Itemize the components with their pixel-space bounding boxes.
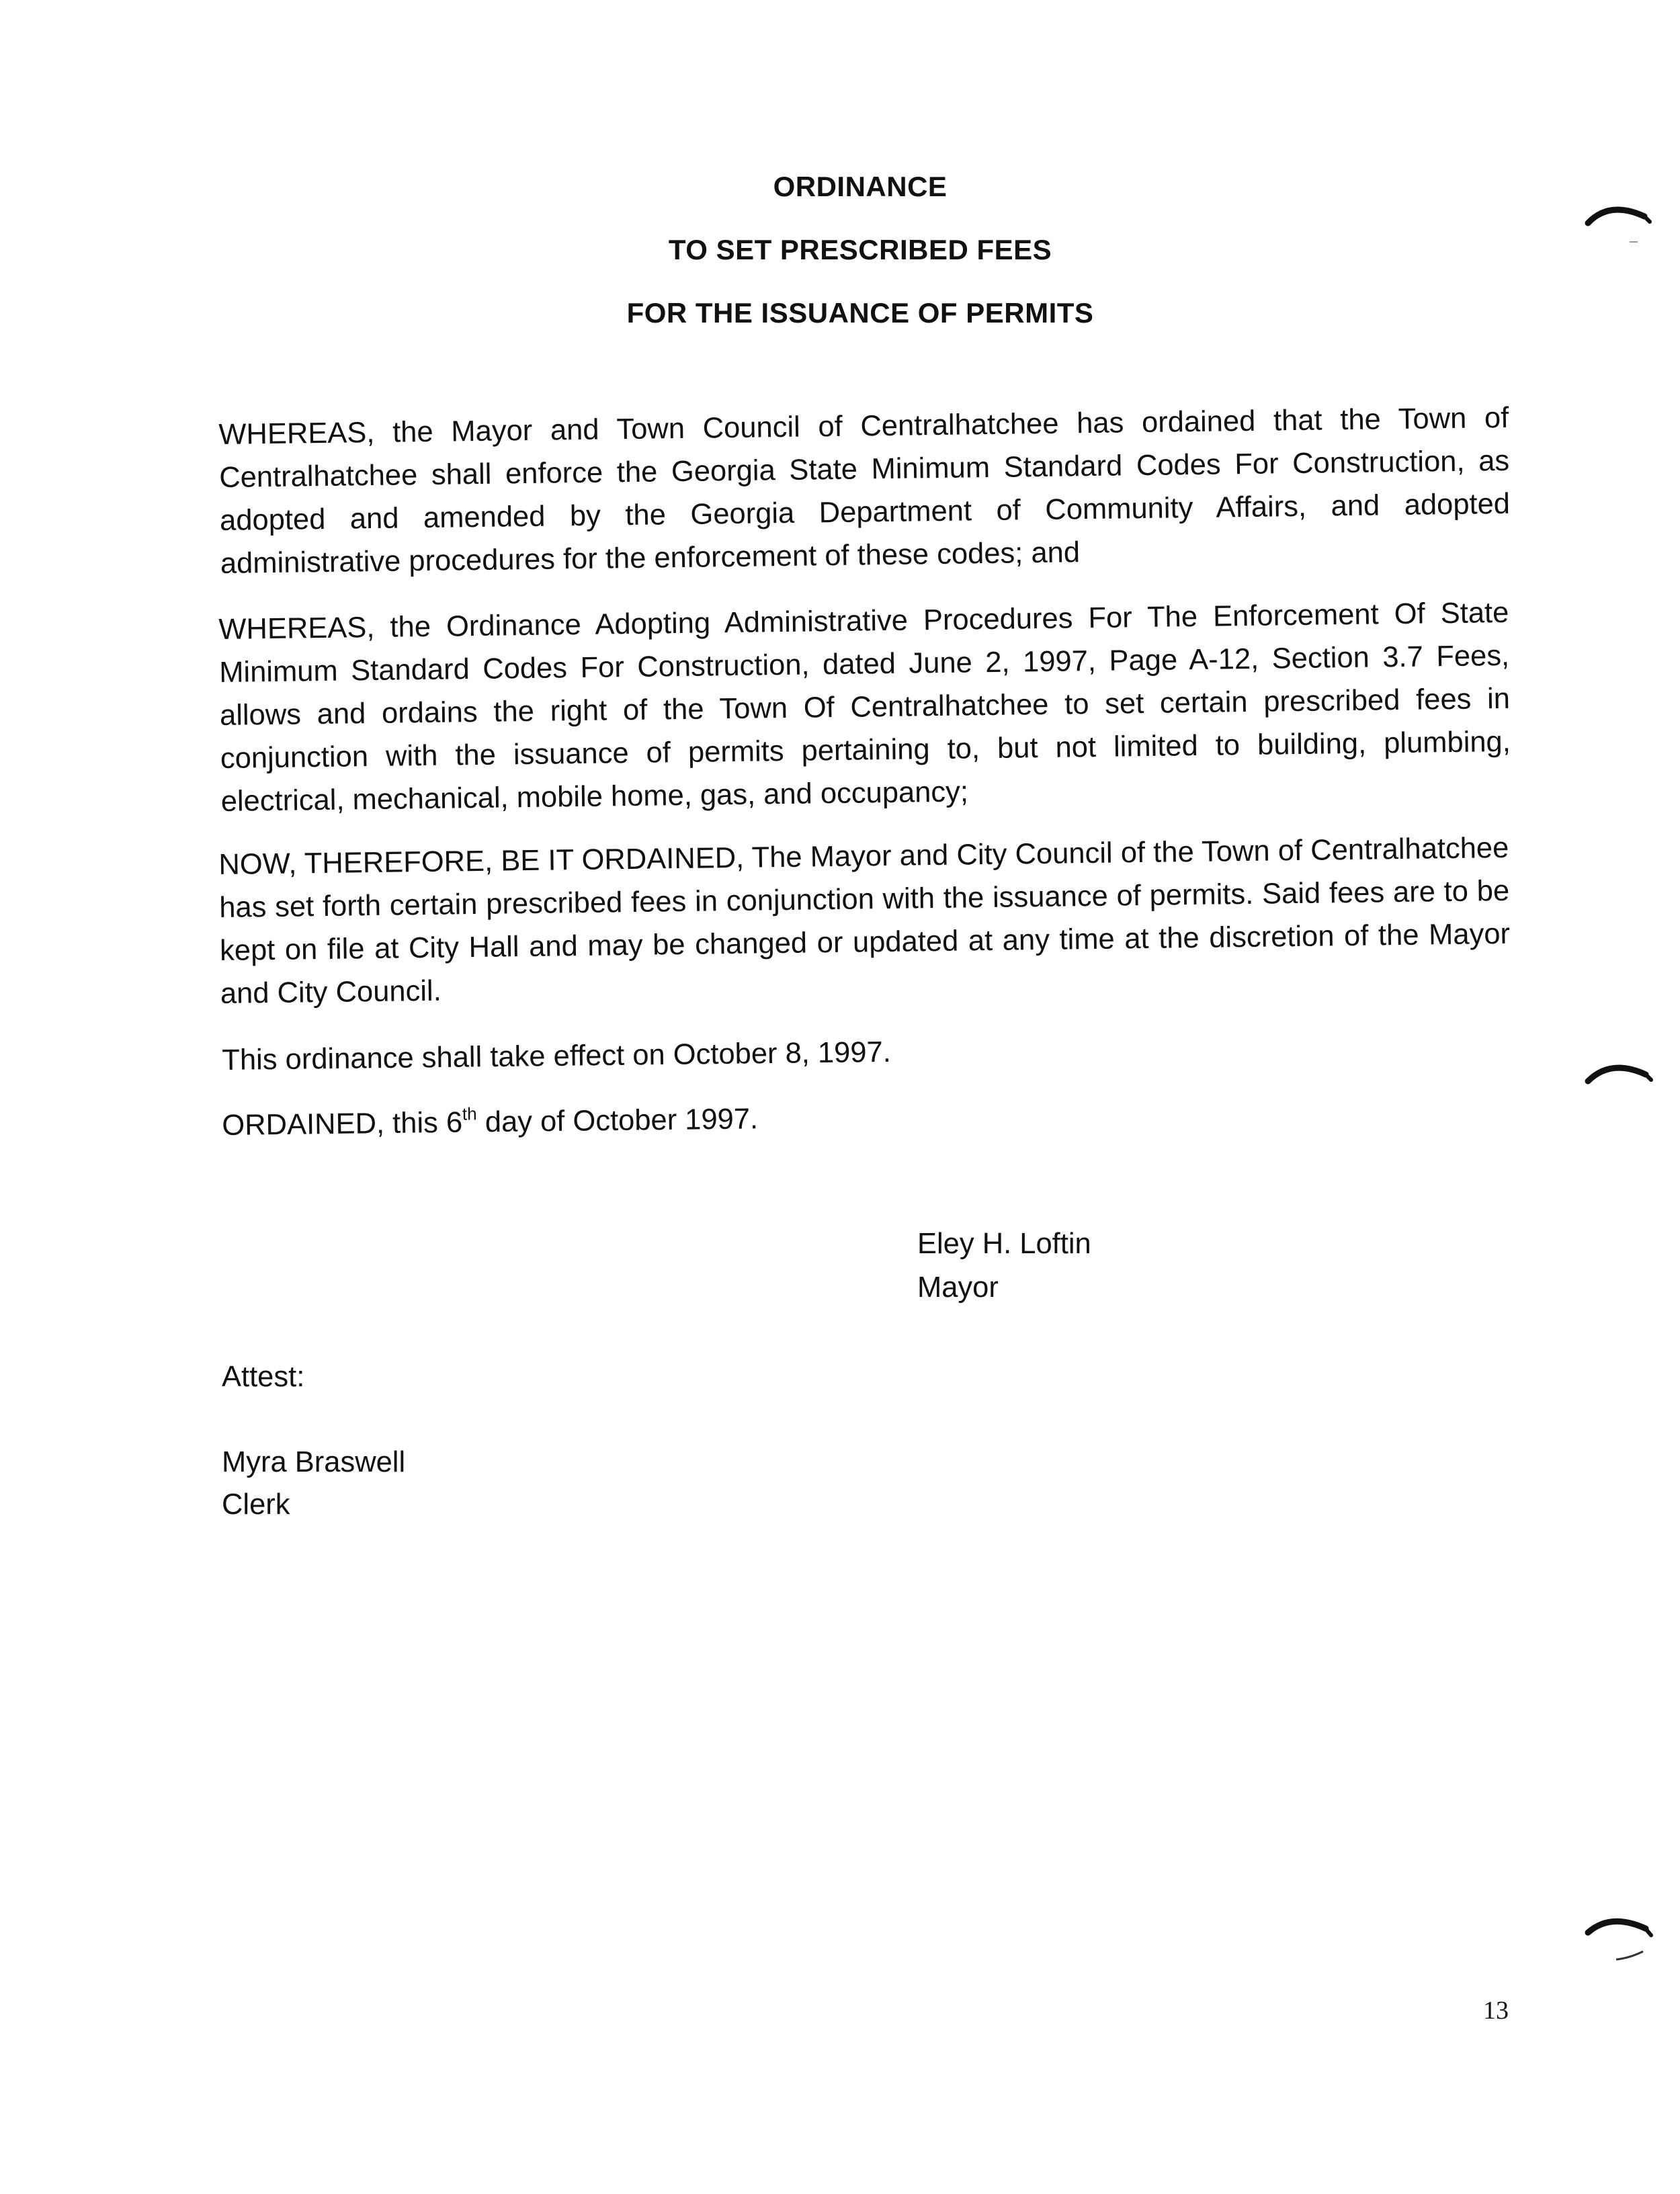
binder-hole-icon (1583, 1908, 1656, 1962)
clerk-title: Clerk (222, 1488, 290, 1521)
ordained-date-statement (222, 1099, 758, 1146)
ordained-suffix: day of October 1997. (476, 1103, 759, 1139)
mayor-name: Eley H. Loftin (917, 1228, 1091, 1260)
effective-date-statement: This ordinance shall take effect on October 8, 1997. (222, 1036, 892, 1077)
title-subject: TO SET PRESCRIBED FEES (668, 234, 1052, 265)
title-subject-continued: FOR THE ISSUANCE OF PERMITS (626, 297, 1094, 329)
clerk-name: Myra Braswell (222, 1446, 406, 1478)
title-ordinance: ORDINANCE (773, 171, 948, 202)
ordained-superscript: th (462, 1103, 477, 1124)
now-therefore-paragraph: NOW, THEREFORE, BE IT ORDAINED, The Mayor and City Council of the Town of Centralhatchee has set forth certain prescribed fees in conjunction with the issuance of permits. Said fees are to be kept on file at City Hall and may be changed or updated at any time at the discretion of the Mayor and City Council. (218, 831, 1511, 1010)
binder-hole-icon (1583, 195, 1656, 249)
page-number: 13 (1483, 1996, 1509, 2025)
attest-label: Attest: (222, 1361, 305, 1393)
ordained-prefix: ORDAINED, this 6 (222, 1106, 463, 1142)
whereas-paragraph-2: WHEREAS, the Ordinance Adopting Administrative Procedures For The Enforcement Of State Minimum Standard Codes For Construction, dated June 2, 1997, Page A-12, Section 3.7 Fees, allows and ordains the right of the Town Of Centralhatchee to set certain prescribed fees in conjunction with the issuance of permits pertaining to, but not limited to building, plumbing, electrical, mechanical, mobile home, gas, and occupancy; (218, 596, 1511, 818)
binder-hole-icon (1583, 1052, 1656, 1105)
mayor-title: Mayor (917, 1271, 999, 1304)
whereas-paragraph-1: WHEREAS, the Mayor and Town Council of Centralhatchee has ordained that the Town of Centralhatchee shall enforce the Georgia State Minimum Standard Codes For Construction, as adopted and amended by the Georgia Department of Community Affairs, and adopted administrative procedures for the enforcement of these codes; and (218, 401, 1511, 580)
